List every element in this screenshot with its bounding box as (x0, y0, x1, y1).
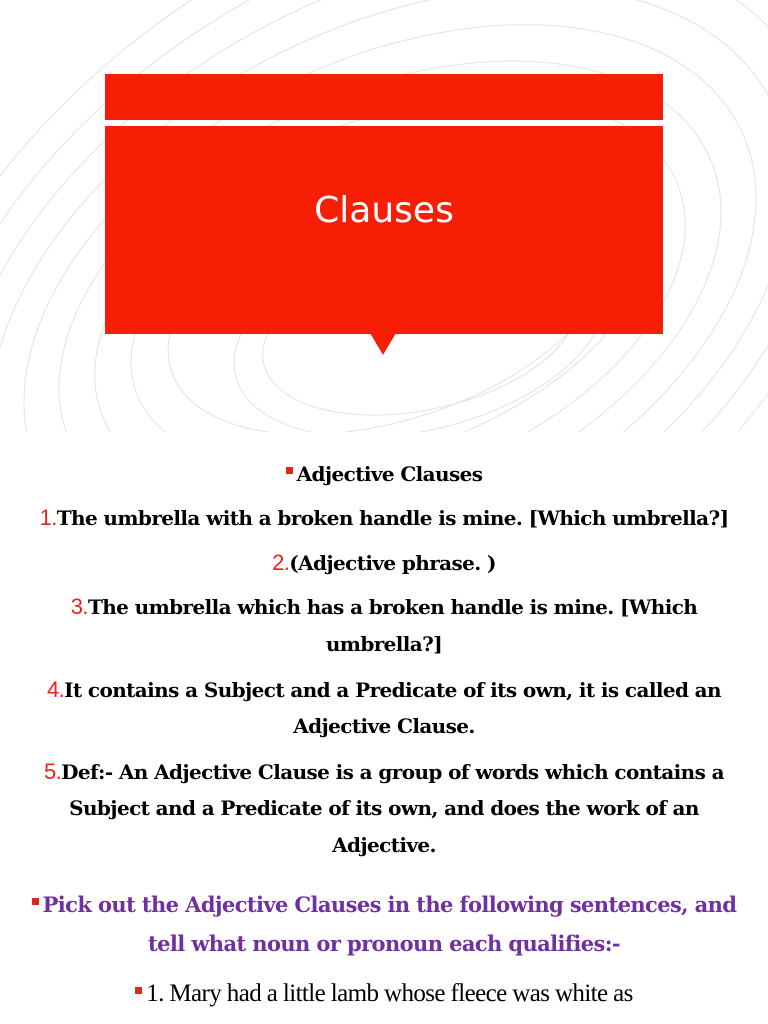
sentence-text: 1. Mary had a little lamb whose fleece was white as (146, 980, 633, 1007)
item-text: Adjective Clause. (293, 714, 475, 738)
bullet-icon (286, 467, 293, 474)
list-item (20, 545, 748, 581)
list-item-continuation (20, 626, 748, 662)
list-item (20, 500, 748, 536)
item-text: Adjective. (332, 833, 436, 857)
item-text: umbrella?] (325, 632, 443, 656)
item-text: Subject and a Predicate of its own, and does the work of an (69, 796, 699, 820)
list-item (20, 672, 748, 708)
title-accent-bar (105, 74, 663, 120)
title-box-pointer (370, 333, 396, 355)
item-number: 5. (44, 759, 62, 784)
notes-content (0, 432, 768, 1024)
list-item-continuation (20, 708, 748, 744)
title-slide (0, 0, 768, 432)
item-number: 1. (39, 505, 57, 530)
list-item-continuation (20, 827, 748, 863)
exercise-sentence (20, 976, 748, 1012)
exercise-text: Pick out the Adjective Clauses in the following sentences, and (42, 892, 737, 917)
item-number: 2. (272, 550, 290, 575)
item-number: 4. (47, 677, 65, 702)
section-heading: Adjective Clauses (296, 462, 483, 486)
bullet-icon (32, 898, 39, 905)
item-text: It contains a Subject and a Predicate of its own, it is called an (64, 678, 721, 702)
item-text: The umbrella with a broken handle is mine. [Which umbrella?] (56, 506, 729, 530)
list-item (20, 754, 748, 790)
exercise-text: tell what noun or pronoun each qualifies:- (148, 931, 620, 956)
item-text: The umbrella which has a broken handle is mine. [Which (87, 595, 698, 619)
exercise-instruction-continuation (20, 926, 748, 962)
item-number: 3. (70, 594, 88, 619)
exercise-instruction (20, 887, 748, 923)
item-text: (Adjective phrase. ) (289, 551, 496, 575)
bullet-icon (135, 987, 142, 994)
slide-title: Clauses (314, 190, 454, 231)
list-item-continuation (20, 790, 748, 826)
heading-line (20, 456, 748, 492)
list-item (20, 589, 748, 625)
item-text: Def:- An Adjective Clause is a group of words which contains a (61, 760, 724, 784)
